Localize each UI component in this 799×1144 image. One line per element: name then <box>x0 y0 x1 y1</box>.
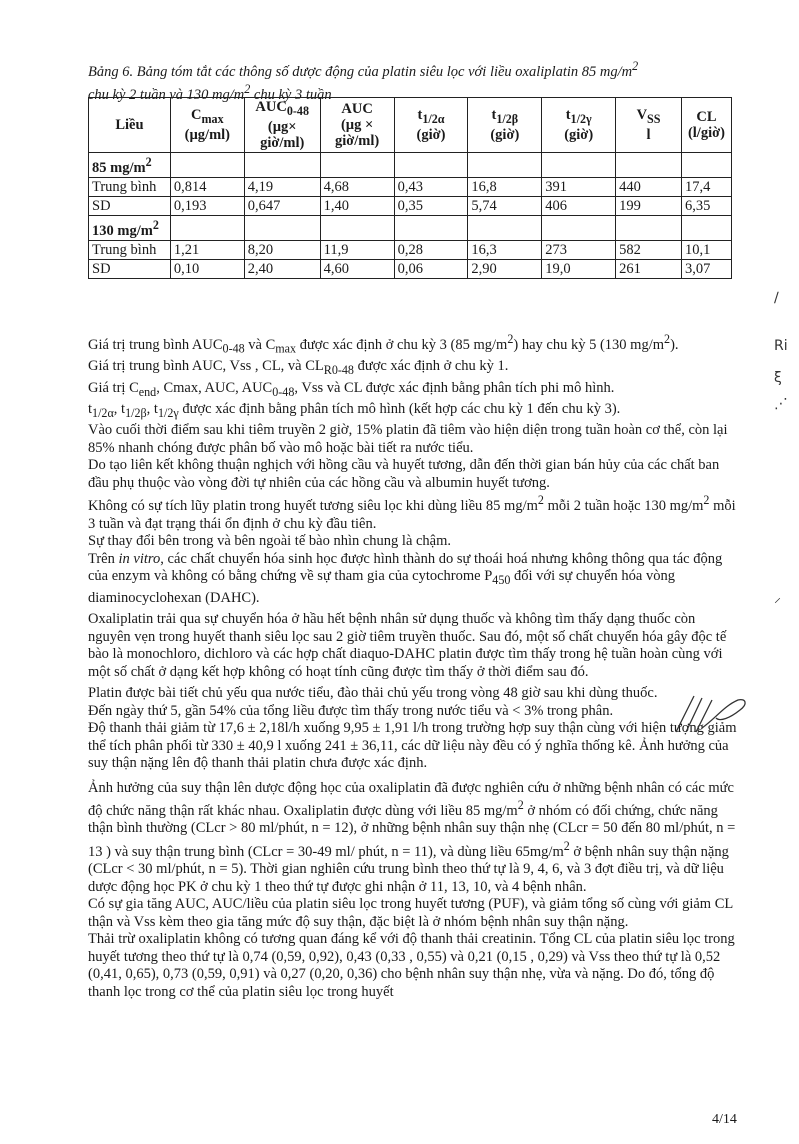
table-cell: 17,4 <box>681 177 731 196</box>
paragraph: Sự thay đổi bên trong và bên ngoài tế bào nhìn chung là chậm. <box>88 533 452 550</box>
paragraph: Thải trừ oxaliplatin không có tương quan đáng kể với độ thanh thải creatinin. Tổng CL của platin siêu lọc trong huyết tương theo thứ tự là 0,74 (0,59, 0,92), 0,43 (0,33 , 0,55) và 0,21 (0,15 , 0,29) và Vss theo thứ tự là 0,52 (0,41, 0,65), 0,73 (0,59, 0,91) và 0,27 (0,20, 0,36) cho bệnh nhân suy thận nhẹ, vừa và nặng. Do đó, tổng độ thanh lọc trong cơ thể của platin siêu lọc trong huyết <box>88 931 735 1000</box>
group-label: 85 $mg/m^2$ <box>89 152 171 177</box>
table-cell: 261 <box>616 259 682 278</box>
note-1: Giá trị trung bình $AUC_{0-48}$ và $C_{max}$ được xác định ở chu kỳ 3 (85 $mg/m^2$) hay chu kỳ 5 (130 $mg/m^2$). <box>88 332 679 356</box>
paragraph: Do tạo liên kết không thuận nghịch với hồng cầu và huyết tương, dẫn đến thời gian bán hủy của các chất ban đầu phụ thuộc vào vòng đời tự nhiên của các hồng cầu và albumin huyết tương. <box>88 457 720 491</box>
table-cell: 0,28 <box>394 240 468 259</box>
header-auc048: $AUC_{0-48}$ (µg× giờ/ml) <box>244 98 320 153</box>
table-cell: 19,0 <box>542 259 616 278</box>
row-label: Trung bình <box>89 240 171 259</box>
paragraph: Đến ngày thứ 5, gần 54% của tổng liều được tìm thấy trong nước tiểu và < 3% trong phân. <box>88 702 614 719</box>
table-cell: 0,35 <box>394 196 468 215</box>
document-body <box>88 331 738 1001</box>
table-cell: 0,814 <box>170 177 244 196</box>
table-row <box>89 259 732 278</box>
table-cell: 0,43 <box>394 177 468 196</box>
table-cell: 4,60 <box>320 259 394 278</box>
header-t12b: $t_{1/2\beta}$ (giờ) <box>468 98 542 153</box>
table-caption: Bảng 6. Bảng tóm tắt các thông số dược động của platin siêu lọc với liều oxaliplatin 85 $mg/m^2$ chu kỳ 2 tuần và 130 $mg/m^2$ chu kỳ 3 tuần <box>88 59 639 103</box>
table-cell: 0,193 <box>170 196 244 215</box>
table-cell: 2,40 <box>244 259 320 278</box>
table-cell: 273 <box>542 240 616 259</box>
header-vss: $V_{SS}$ l <box>616 98 682 153</box>
paragraph: Trên in vitro, các chất chuyển hóa sinh học được hình thành do sự thoái hoá nhưng không thông qua tác động của enzym và không có bằng chứng về sự tham gia của cytochrome $P_{450}$ đối với sự chuyển hóa vòng diaminocyclohexan (DAHC). <box>88 550 723 606</box>
group-label: 130 $mg/m^2$ <box>89 215 171 240</box>
table-header-row <box>89 98 732 153</box>
table-cell: 2,90 <box>468 259 542 278</box>
table-cell: 4,68 <box>320 177 394 196</box>
table-cell: 6,35 <box>681 196 731 215</box>
table-cell: 10,1 <box>681 240 731 259</box>
paragraph: Ảnh hưởng của suy thận lên dược động học của oxaliplatin đã được nghiên cứu ở những bệnh nhân có các mức độ chức năng thận rất khác nhau. Oxaliplatin được dùng với liều 85 $mg/m^2$ ở nhóm có đối chứng, chức năng thận bình thường (CLcr > 80 ml/phút, n = 12), ở những bệnh nhân suy thận nhẹ (CLcr = 50 đến 80 ml/phút, n = 13 ) và suy thận trung bình (CLcr = 30-49 ml/ phút, n = 11), và dùng liều $65mg/m^2$ ở bệnh nhân suy thận nặng (CLcr < 30 ml/phút, n = 5). Thời gian nghiên cứu trung bình theo thứ tự là 9, 4, 6, và 3 đợt điều trị, và dữ liệu dược động học PK ở chu kỳ 1 theo thứ tự được ghi nhận ở 11, 13, 10, và 4 bệnh nhân. <box>88 779 736 895</box>
handwritten-initials <box>672 688 752 738</box>
paragraph: Vào cuối thời điểm sau khi tiêm truyền 2 giờ, 15% platin đã tiêm vào hiện diện trong tuần hoàn cơ thể, còn lại 85% nhanh chóng được phân bố vào mô hoặc bài tiết ra nước tiểu. <box>88 422 728 456</box>
table-cell: 406 <box>542 196 616 215</box>
table-cell: 391 <box>542 177 616 196</box>
table-cell: 440 <box>616 177 682 196</box>
table-cell: 1,21 <box>170 240 244 259</box>
header-t12g: $t_{1/2\gamma}$ (giờ) <box>542 98 616 153</box>
table-cell: 16,3 <box>468 240 542 259</box>
table-cell: 8,20 <box>244 240 320 259</box>
table-row <box>89 240 732 259</box>
table-cell: 1,40 <box>320 196 394 215</box>
header-t12a: $t_{1/2\alpha}$ (giờ) <box>394 98 468 153</box>
margin-mark: ξ <box>774 370 782 386</box>
paragraph: Oxaliplatin trải qua sự chuyển hóa ở hầu hết bệnh nhân sử dụng thuốc và không tìm thấy dạng thuốc còn nguyên vẹn trong huyết thanh siêu lọc sau 2 giờ tiêm truyền thuốc. Sau đó, một số chất chuyển hóa gây độc tế bào là monochloro, dichloro và các hợp chất diaquo-DAHC platin được tìm thấy trong hệ tuần hoàn cùng với một số chất ở dạng kết hợp không có hoạt tính cũng được tìm thấy ở thời điểm sau đó. <box>88 611 727 680</box>
table-row <box>89 196 732 215</box>
table-cell: 5,74 <box>468 196 542 215</box>
table-cell: 4,19 <box>244 177 320 196</box>
table-row <box>89 177 732 196</box>
margin-mark: ∕ <box>774 290 779 306</box>
row-label: Trung bình <box>89 177 171 196</box>
table-cell: 16,8 <box>468 177 542 196</box>
table-cell: 3,07 <box>681 259 731 278</box>
paragraph: Không có sự tích lũy platin trong huyết tương siêu lọc khi dùng liều 85 $mg/m^2$ mỗi 2 tuần hoặc 130 $mg/m^2$ mỗi 3 tuần và đạt trạng thái ổn định ở chu kỳ đầu tiên. <box>88 493 736 532</box>
table-cell: 0,06 <box>394 259 468 278</box>
note-4: $t_{1/2\alpha}$, $t_{1/2\beta}$, $t_{1/2\gamma}$ được xác định bằng phân tích mô hình (kết hợp các chu kỳ 1 đến chu kỳ 3). <box>88 401 621 420</box>
page-number: 4/14 <box>712 1112 737 1127</box>
table-cell: 199 <box>616 196 682 215</box>
table-cell: 0,10 <box>170 259 244 278</box>
note-2: Giá trị trung bình AUC, Vss , CL, và $CL_{R0-48}$ được xác định ở chu kỳ 1. <box>88 358 509 378</box>
header-dose: Liều <box>89 98 171 153</box>
paragraph: Có sự gia tăng AUC, AUC/liều của platin siêu lọc trong huyết tương (PUF), và giảm tổng số cùng với giảm CL thận và Vss kèm theo gia tăng mức độ suy thận, đặc biệt là ở nhóm bệnh nhân suy thận nặng. <box>88 896 733 930</box>
paragraph: Độ thanh thải giảm từ 17,6 ± 2,18l/h xuống 9,95 ± 1,91 l/h trong trường hợp suy thận cùng với hiện tượng giảm thể tích phân phối từ 330 ± 40,9 l xuống 241 ± 36,11, các dữ liệu này đều có ý nghĩa thống kê. Ảnh hưởng của suy thận nặng lên độ thanh thải platin chưa được xác định. <box>88 720 737 772</box>
pk-parameters-table <box>88 97 732 279</box>
row-label: SD <box>89 259 171 278</box>
group-row-85 <box>89 152 732 177</box>
row-label: SD <box>89 196 171 215</box>
table-cell: 11,9 <box>320 240 394 259</box>
header-auc: AUC (µg × giờ/ml) <box>320 98 394 153</box>
table-cell: 582 <box>616 240 682 259</box>
table-cell: 0,647 <box>244 196 320 215</box>
margin-mark: ⸝ <box>774 590 781 606</box>
margin-mark: Ri <box>774 338 788 354</box>
paragraph: Platin được bài tiết chủ yếu qua nước tiểu, đào thải chủ yếu trong vòng 48 giờ sau khi dùng thuốc. <box>88 685 658 702</box>
header-cl: CL (l/giờ) <box>681 98 731 153</box>
margin-mark: ⋰ <box>774 396 788 412</box>
note-3: Giá trị $C_{end}$, Cmax, AUC, $AUC_{0-48}$, Vss và CL được xác định bằng phân tích phi mô hình. <box>88 379 615 399</box>
group-row-130 <box>89 215 732 240</box>
header-cmax: $C_{max}$ (µg/ml) <box>170 98 244 153</box>
